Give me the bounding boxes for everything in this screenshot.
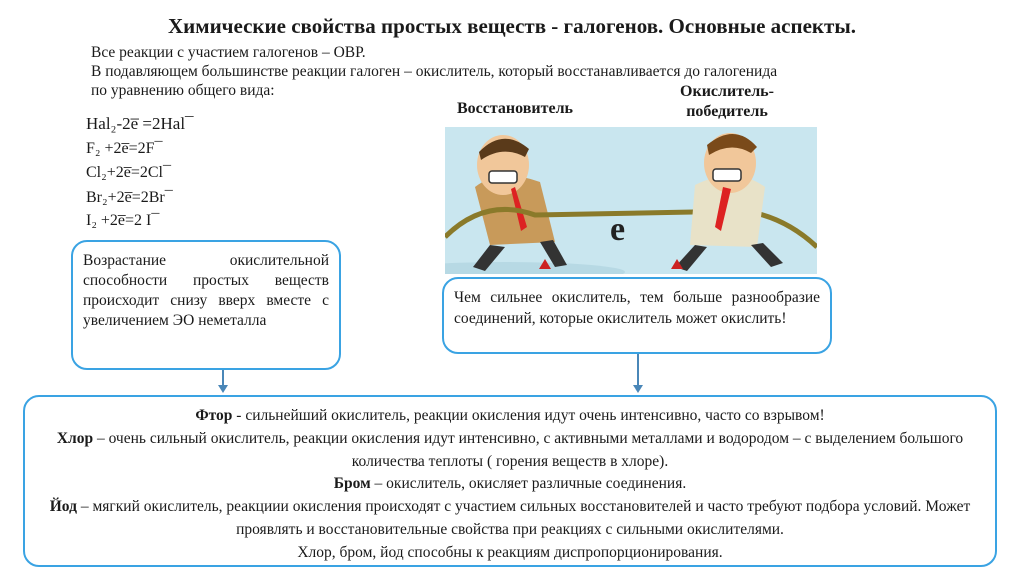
intro-text	[91, 43, 971, 100]
iodine-paragraph	[39, 496, 981, 542]
label-oxidizer-winner	[668, 82, 786, 122]
intro-line-3: по уравнению общего вида:	[91, 82, 275, 99]
intro-line-2: В подавляющем большинстве реакции галоген – окислитель, который восстанавливается до галогенида	[91, 63, 778, 80]
label-reducer: Восстановитель	[457, 100, 574, 117]
fluorine-text: - сильнейший окислитель, реакции окисления идут очень интенсивно, часто со взрывом!	[232, 407, 825, 424]
equation-fluorine: F₂ +2e̅=2F¯	[86, 140, 163, 157]
tug-of-war-illustration	[445, 127, 817, 274]
arrow-left-head	[218, 385, 228, 393]
arrow-left-line	[222, 370, 224, 386]
box-oxidizing-ability: Возрастание окислительной способности простых веществ происходит снизу вверх вместе с увеличением ЭО неметалла	[71, 240, 341, 370]
fluorine-paragraph	[39, 405, 981, 428]
tug-of-war-picture	[445, 127, 817, 274]
bromine-name: Бром	[333, 475, 371, 493]
box-stronger-oxidizer: Чем сильнее окислитель, тем больше разнообразие соединений, которые окислитель может окислить!	[442, 277, 832, 354]
arrow-right-line	[637, 354, 639, 386]
chlorine-paragraph	[39, 428, 981, 474]
fluorine-name: Фтор	[195, 407, 233, 424]
bromine-paragraph	[39, 473, 981, 496]
equation-iodine: I₂ +2e̅=2 I¯	[86, 212, 160, 229]
intro-line-1: Все реакции с участием галогенов – ОВР.	[91, 44, 366, 61]
electron-symbol: e	[610, 211, 626, 248]
iodine-name: Йод	[49, 498, 77, 516]
chlorine-text: – очень сильный окислитель, реакции окисления идут интенсивно, с активными металлами и водородом – с выделением большого количества теплоты ( горения веществ в хлоре).	[93, 429, 964, 470]
chlorine-name: Хлор	[56, 429, 94, 447]
disproportionation-note: Хлор, бром, йод способны к реакциям диспропорционирования.	[297, 543, 723, 561]
page-title: Химические свойства простых веществ - галогенов. Основные аспекты.	[168, 14, 856, 38]
equation-bromine: Br₂+2e̅=2Br¯	[86, 189, 173, 206]
equation-general: Hal₂-2e̅ =2Hal¯	[86, 114, 194, 133]
iodine-text: – мягкий окислитель, реакциии окисления происходят с участием сильных восстановителей и часто требуют подбора условий. Может проявлять и восстановительные свойства при реакциях с сильными окислителями.	[76, 498, 971, 538]
label-oxidizer-line1: Окислитель-	[680, 83, 774, 100]
box-halogen-properties	[23, 395, 997, 567]
label-oxidizer-line2: победитель	[686, 103, 768, 120]
arrow-right-head	[633, 385, 643, 393]
bromine-text: – окислитель, окисляет различные соединения.	[370, 475, 687, 493]
equation-chlorine: Cl₂+2e̅=2Cl¯	[86, 164, 171, 181]
